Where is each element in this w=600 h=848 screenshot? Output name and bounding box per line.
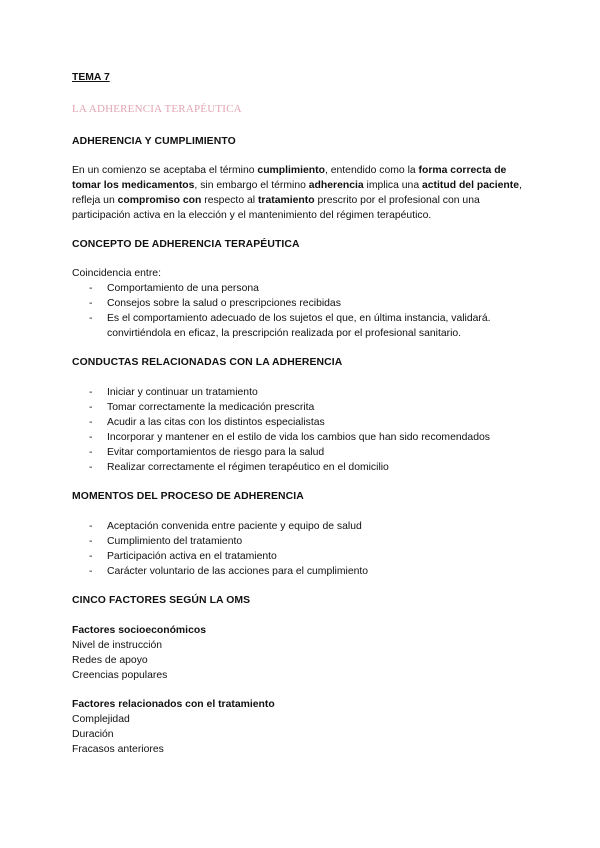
list-item: - Aceptación convenida entre paciente y equipo de salud [72,519,528,534]
section-heading: CINCO FACTORES SEGÚN LA OMS [72,595,251,606]
bold-segment: adherencia [308,180,364,191]
document-subtitle: LA ADHERENCIA TERAPÉUTICA [72,103,242,115]
bold-segment: compromiso con [117,195,202,206]
factor-item: Nivel de instrucción [72,640,163,651]
adherencia-paragraph [72,163,528,223]
bold-segment: cumplimiento [257,165,325,176]
factor-item: Fracasos anteriores [72,744,164,755]
factor-item: Redes de apoyo [72,655,148,666]
section-heading: CONDUCTAS RELACIONADAS CON LA ADHERENCIA [72,357,343,368]
text-segment: prescrito por el profesional con una participación activa en la elección y el mantenimiento del régimen terapéutico. [72,195,480,221]
factor-item: Creencias populares [72,670,168,681]
momentos-list [72,519,528,579]
list-item: - Participación activa en el tratamiento [72,549,528,564]
text-segment: implica una [363,180,422,191]
list-item: - Comportamiento de una persona [72,281,528,296]
list-item: - Incorporar y mantener en el estilo de vida los cambios que han sido recomendados [72,430,528,445]
section-factores [72,593,528,757]
concepto-list [72,281,528,341]
factor-group-title: Factores socioeconómicos [72,625,206,636]
list-item: - Iniciar y continuar un tratamiento [72,385,528,400]
factor-item: Duración [72,729,114,740]
list-item: - Acudir a las citas con los distintos especialistas [72,415,528,430]
list-item: - Tomar correctamente la medicación prescrita [72,400,528,415]
text-segment: , entendido como la [324,165,419,176]
text-segment: , refleja un [72,180,522,206]
concepto-intro: Coincidencia entre: [72,268,161,279]
list-item: - Carácter voluntario de las acciones para el cumplimiento [72,564,528,579]
conductas-list [72,385,528,475]
section-heading: ADHERENCIA Y CUMPLIMIENTO [72,136,236,147]
factor-group-socioeconomicos [72,623,528,683]
factor-group-tratamiento [72,697,528,757]
section-conductas [72,355,528,475]
section-heading: CONCEPTO DE ADHERENCIA TERAPÉUTICA [72,239,300,250]
bold-segment: tratamiento [257,195,315,206]
bold-segment: forma correcta de tomar los medicamentos [72,165,507,191]
list-item: - Evitar comportamientos de riesgo para la salud [72,445,528,460]
document-content [72,70,528,757]
factor-group-title: Factores relacionados con el tratamiento [72,699,275,710]
text-segment: En un comienzo se aceptaba el término [72,165,258,176]
factor-item: Complejidad [72,714,130,725]
tema-title: TEMA 7 [72,72,110,83]
list-item: - Es el comportamiento adecuado de los sujetos el que, en última instancia, validará. convirtiéndola en eficaz, la prescripción realizada por el profesional sanitario. [72,311,528,341]
section-momentos [72,489,528,579]
bold-segment: actitud del paciente [422,180,520,191]
text-segment: , sin embargo el término [194,180,309,191]
section-concepto [72,237,528,341]
text-segment: respecto al [201,195,258,206]
list-item: - Realizar correctamente el régimen terapéutico en el domicilio [72,460,528,475]
section-heading: MOMENTOS DEL PROCESO DE ADHERENCIA [72,491,304,502]
list-item: - Cumplimiento del tratamiento [72,534,528,549]
list-item: - Consejos sobre la salud o prescripciones recibidas [72,296,528,311]
section-adherencia-cumplimiento [72,134,528,223]
